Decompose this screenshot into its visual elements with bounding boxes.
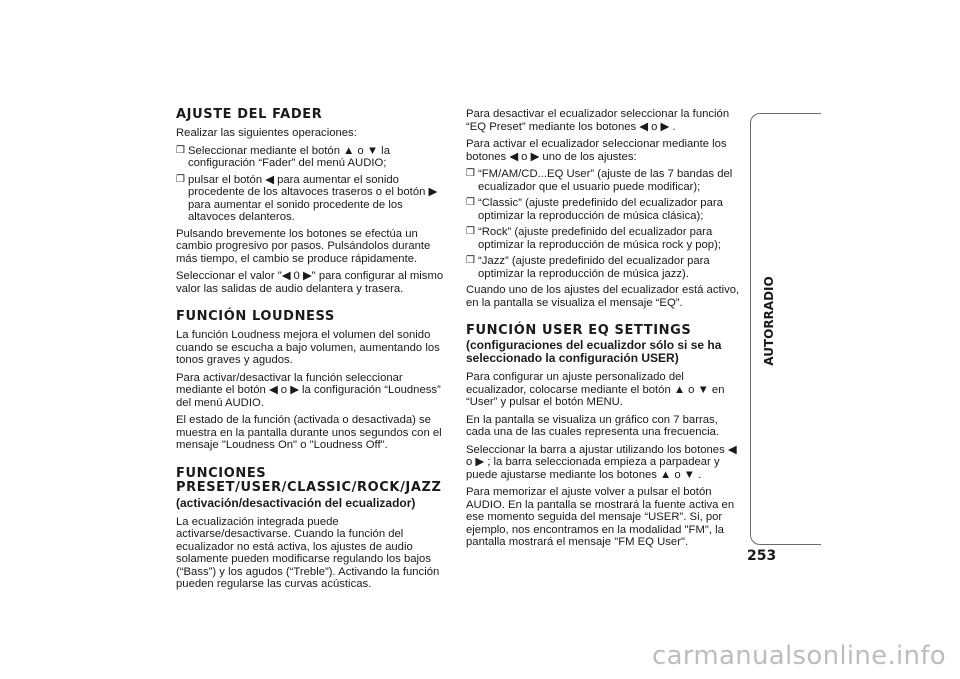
bullet-text: Seleccionar mediante el botón ▲ o ▼ la configuración “Fader” del menú AUDIO; — [188, 144, 390, 169]
user-eq-paragraph-1: Para configurar un ajuste personalizado del ecualizador, colocarse mediante el botón ▲ o ▼ en “User” y pulsar el botón MENU. — [466, 371, 725, 408]
bullet-box-icon: ❒ — [466, 168, 475, 179]
bullet-box-icon: ❒ — [176, 173, 185, 185]
user-eq-subheading-2: seleccionado la configuración USER) — [466, 351, 679, 365]
user-eq-paragraph-2: En la pantalla se visualiza un gráfico con 7 barras, cada una de las cuales representa una frecuencia. — [466, 413, 720, 438]
bullet-box-icon: ❒ — [466, 255, 475, 266]
user-eq-subheading-1: (configuraciones del ecualizdor sólo si se ha — [466, 338, 722, 352]
fader-heading: AJUSTE DEL FADER — [176, 107, 323, 122]
right-column — [466, 108, 742, 554]
bullet-box-icon: ❒ — [466, 197, 475, 208]
user-eq-heading: FUNCIÓN USER EQ SETTINGS — [466, 323, 692, 338]
bullet-text: “Jazz” (ajuste predefinido del ecualizador para optimizar la reproducción de música jazz). — [478, 255, 710, 280]
preset-heading-line-1: FUNCIONES — [176, 465, 267, 481]
user-eq-paragraph-4: Para memorizar el ajuste volver a pulsar el botón AUDIO. En la pantalla se mostrará la fuente activa en ese momento seguida del mensaje “USER”. Si, por ejemplo, nos encontramos en la modalidad "FM", la pantalla mostrará el mensaje "FM EQ User". — [466, 486, 735, 548]
bullet-box-icon: ❒ — [176, 144, 185, 156]
preset-paragraph: La ecualización integrada puede activarse/desactivarse. Cuando la función del ecualizador no está activa, los ajustes de audio solamente pueden modificarse regulando los bajos (“Bass”) y los agudos (“Treble”). Activando la función pueden regularse las curvas acústicas. — [176, 515, 440, 590]
bullet-text: pulsar el botón ◀ para aumentar el sonido procedente de los altavoces traseros o el botón ▶ para aumentar el sonido procedente de los altavoces delanteros. — [188, 173, 438, 223]
fader-bullet-2 — [176, 174, 446, 224]
preset-heading-line-2: PRESET/USER/CLASSIC/ROCK/JAZZ — [176, 479, 442, 495]
bullet-text: “FM/AM/CD...EQ User” (ajuste de las 7 bandas del ecualizador que el usuario puede modificar); — [478, 168, 733, 193]
bullet-box-icon: ❒ — [466, 226, 475, 237]
preset-subheading: (activación/desactivación del ecualizador) — [176, 495, 416, 510]
eq-paragraph-2: Para activar el ecualizador seleccionar mediante los botones ◀ o ▶ uno de los ajustes: — [466, 138, 727, 163]
fader-bullet-1 — [176, 145, 446, 170]
page-number: 253 — [747, 548, 777, 564]
watermark: carmanualsonline.info — [651, 641, 946, 671]
fader-paragraph-2: Seleccionar el valor "◀ 0 ▶" para configurar al mismo valor las salidas de audio delantera y trasera. — [176, 270, 444, 295]
eq-paragraph-1: Para desactivar el ecualizador seleccionar la función “EQ Preset” mediante los botones ◀ o ▶ . — [466, 108, 730, 133]
eq-bullet-4 — [466, 255, 742, 280]
loudness-paragraph-3: El estado de la función (activada o desactivada) se muestra en la pantalla durante unos segundos con el mensaje "Loudness On" o "Loudness Off". — [176, 414, 442, 451]
left-column — [176, 108, 446, 596]
eq-bullet-3 — [466, 226, 742, 251]
bullet-text: “Rock” (ajuste predefinido del ecualizador para optimizar la reproducción de música rock y pop); — [478, 226, 721, 251]
bullet-text: “Classic” (ajuste predefinido del ecualizador para optimizar la reproducción de música clásica); — [478, 197, 723, 222]
eq-paragraph-3: Cuando uno de los ajustes del ecualizador está activo, en la pantalla se visualiza el mensaje “EQ”. — [466, 284, 740, 309]
user-eq-paragraph-3: Seleccionar la barra a ajustar utilizando los botones ◀ o ▶ ; la barra seleccionada empieza a parpadear y puede ajustarse mediante los botones ▲ o ▼ . — [466, 443, 737, 481]
eq-bullet-1 — [466, 168, 742, 193]
eq-bullet-2 — [466, 197, 742, 222]
loudness-heading: FUNCIÓN LOUDNESS — [176, 309, 335, 324]
section-label-text: AUTORRADIO — [762, 276, 776, 366]
fader-intro: Realizar las siguientes operaciones: — [176, 127, 357, 139]
loudness-paragraph-1: La función Loudness mejora el volumen del sonido cuando se escucha a bajo volumen, aumentando los tonos graves y agudos. — [176, 329, 440, 366]
section-label — [751, 276, 787, 366]
loudness-paragraph-2: Para activar/desactivar la función seleccionar mediante el botón ◀ o ▶ la configuración “Loudness” del menú AUDIO. — [176, 371, 441, 409]
fader-paragraph-1: Pulsando brevemente los botones se efectúa un cambio progresivo por pasos. Pulsándolos durante más tiempo, el cambio se produce rápidamente. — [176, 227, 431, 265]
